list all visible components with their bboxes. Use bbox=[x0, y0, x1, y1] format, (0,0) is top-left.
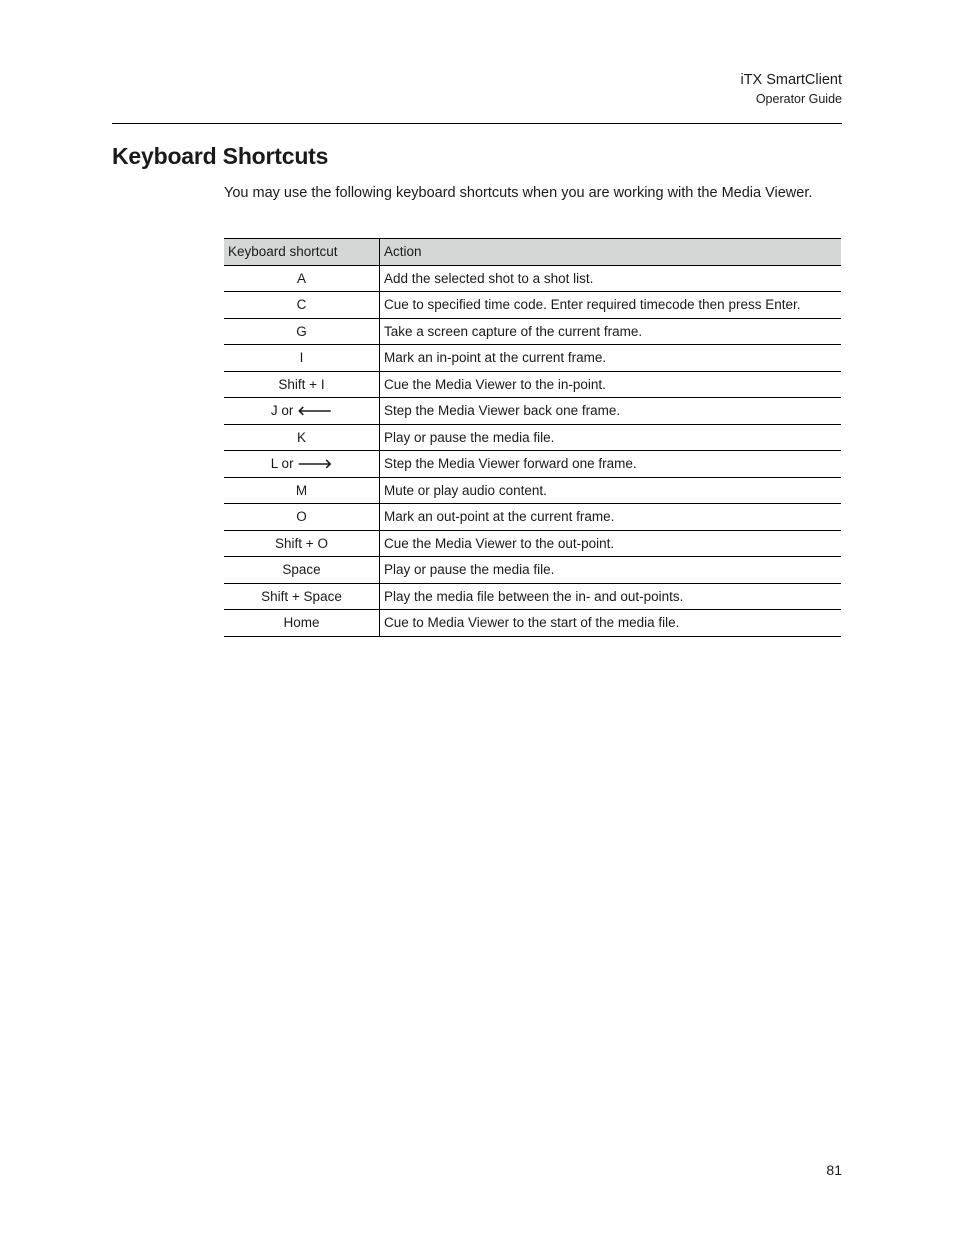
shortcut-action: Play the media file between the in- and out-points. bbox=[380, 583, 842, 610]
table-row bbox=[224, 398, 841, 425]
page-title: Keyboard Shortcuts bbox=[112, 143, 329, 169]
table-row bbox=[224, 477, 841, 504]
shortcut-key-cell bbox=[224, 424, 380, 451]
column-header-shortcut: Keyboard shortcut bbox=[224, 239, 380, 266]
shortcut-key: O bbox=[296, 509, 307, 525]
intro-paragraph: You may use the following keyboard shortcuts when you are working with the Media Viewer. bbox=[224, 185, 813, 201]
shortcut-action: Add the selected shot to a shot list. bbox=[380, 265, 842, 292]
shortcut-key: L or bbox=[270, 455, 294, 471]
shortcut-key: Shift + O bbox=[275, 535, 328, 551]
shortcut-key-cell bbox=[224, 504, 380, 531]
shortcut-key-cell bbox=[224, 292, 380, 319]
shortcut-action: Mark an in-point at the current frame. bbox=[380, 345, 842, 372]
column-header-action: Action bbox=[380, 239, 842, 266]
shortcut-key-cell bbox=[224, 451, 380, 478]
table-row bbox=[224, 292, 841, 319]
shortcut-key-cell bbox=[224, 557, 380, 584]
shortcut-key: Shift + Space bbox=[261, 588, 342, 604]
table-row bbox=[224, 318, 841, 345]
table-header-row bbox=[224, 239, 841, 266]
shortcut-action: Cue the Media Viewer to the out-point. bbox=[380, 530, 842, 557]
shortcut-key-cell bbox=[224, 477, 380, 504]
shortcut-key: Space bbox=[282, 562, 321, 578]
table-row bbox=[224, 424, 841, 451]
shortcut-key: A bbox=[296, 270, 306, 286]
shortcut-key-cell bbox=[224, 530, 380, 557]
shortcut-key: K bbox=[296, 429, 306, 445]
shortcut-action: Take a screen capture of the current frame. bbox=[380, 318, 842, 345]
running-header bbox=[740, 70, 842, 108]
shortcut-action: Play or pause the media file. bbox=[380, 557, 842, 584]
shortcut-key-cell bbox=[224, 371, 380, 398]
shortcut-key-cell bbox=[224, 265, 380, 292]
page-number: 81 bbox=[826, 1162, 842, 1178]
shortcut-action: Play or pause the media file. bbox=[380, 424, 842, 451]
shortcut-action: Step the Media Viewer forward one frame. bbox=[380, 451, 842, 478]
shortcut-key: I bbox=[299, 350, 304, 366]
shortcut-action: Cue to specified time code. Enter required timecode then press Enter. bbox=[380, 292, 842, 319]
table-row bbox=[224, 451, 841, 478]
table-row bbox=[224, 504, 841, 531]
shortcut-action: Step the Media Viewer back one frame. bbox=[380, 398, 842, 425]
shortcut-key-cell bbox=[224, 583, 380, 610]
table-row bbox=[224, 610, 841, 637]
shortcut-key-cell bbox=[224, 610, 380, 637]
shortcut-action: Cue the Media Viewer to the in-point. bbox=[380, 371, 842, 398]
shortcut-key: Home bbox=[283, 615, 320, 631]
shortcut-key-cell bbox=[224, 398, 380, 425]
left-arrow-icon: 🡐 bbox=[297, 402, 333, 418]
shortcut-key-cell bbox=[224, 318, 380, 345]
shortcut-key: G bbox=[296, 323, 307, 339]
shortcut-key: M bbox=[295, 482, 308, 498]
right-arrow-icon: 🡒 bbox=[297, 455, 333, 471]
shortcut-action: Mark an out-point at the current frame. bbox=[380, 504, 842, 531]
table-row bbox=[224, 557, 841, 584]
table-row bbox=[224, 530, 841, 557]
table-row bbox=[224, 371, 841, 398]
shortcut-key: C bbox=[296, 297, 307, 313]
shortcut-key: Shift + I bbox=[278, 376, 325, 392]
shortcuts-table bbox=[224, 238, 841, 637]
shortcut-key-cell bbox=[224, 345, 380, 372]
document-name: Operator Guide bbox=[755, 92, 842, 106]
table-row bbox=[224, 345, 841, 372]
header-divider bbox=[112, 123, 842, 124]
shortcut-key: J or bbox=[270, 402, 294, 418]
product-name: iTX SmartClient bbox=[740, 72, 842, 88]
table-row bbox=[224, 583, 841, 610]
shortcut-action: Mute or play audio content. bbox=[380, 477, 842, 504]
shortcut-action: Cue to Media Viewer to the start of the media file. bbox=[380, 610, 842, 637]
table-row bbox=[224, 265, 841, 292]
